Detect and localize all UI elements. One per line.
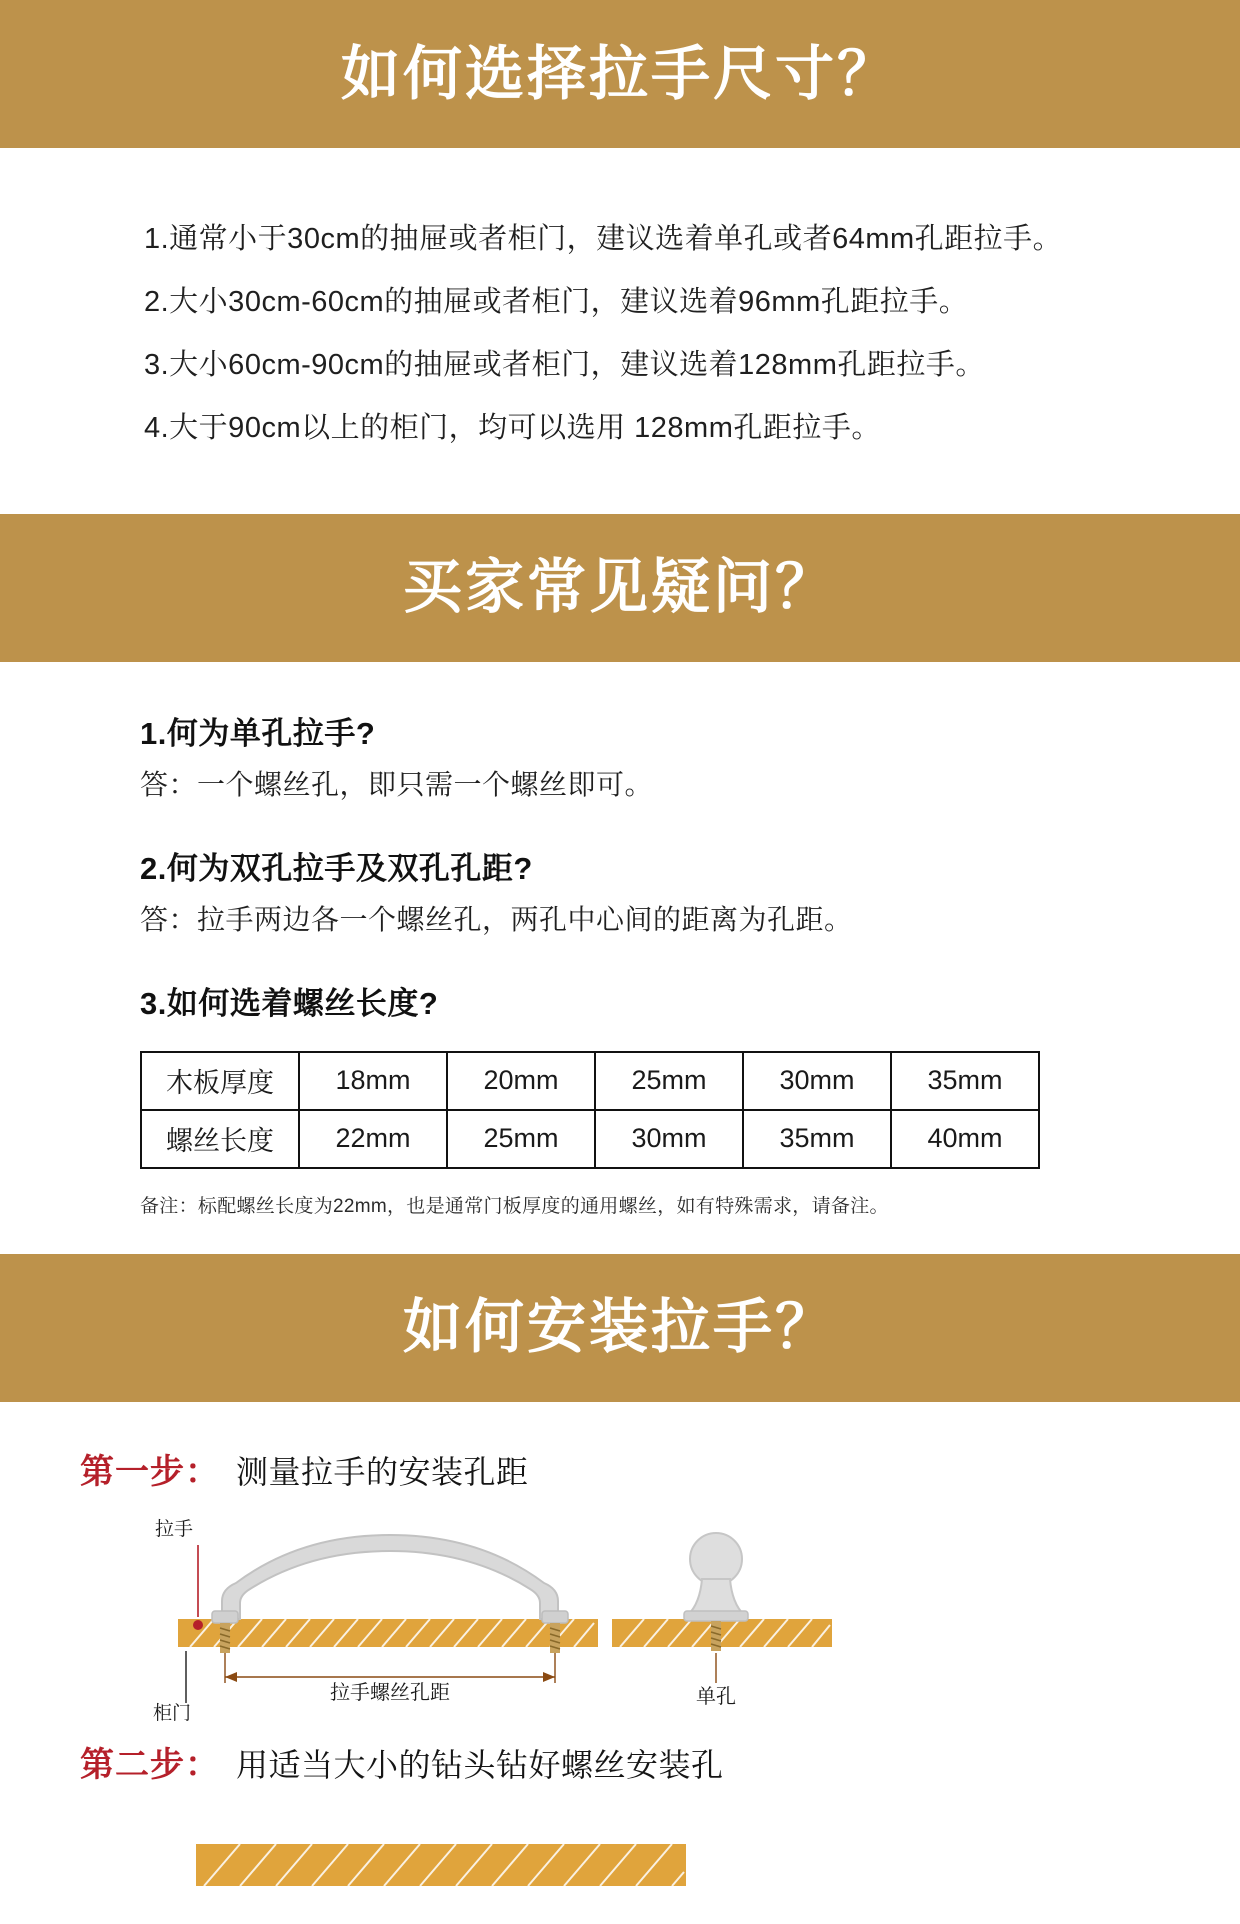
size-guide-line: 4.大于90cm以上的柜门，均可以选用 128mm孔距拉手。 xyxy=(144,411,881,444)
install-diagram-drill xyxy=(0,1804,1240,1914)
screw-right xyxy=(550,1623,560,1653)
table-row-header: 木板厚度 xyxy=(141,1052,299,1110)
size-guide-section xyxy=(0,148,1240,514)
install-step-1-label: 第一步： xyxy=(80,1452,220,1491)
table-row xyxy=(141,1052,1039,1110)
drill-diagram xyxy=(0,1804,1240,1914)
banner-size-guide-title: 如何选择拉手尺寸？ xyxy=(340,40,899,107)
install-diagram-measure xyxy=(0,1507,1240,1737)
table-cell: 25mm xyxy=(447,1110,595,1168)
table-cell: 20mm xyxy=(447,1052,595,1110)
size-guide-line: 3.大小60cm-90cm的抽屉或者柜门，建议选着128mm孔距拉手。 xyxy=(144,348,985,381)
install-section xyxy=(0,1402,1240,1924)
dim-arrow-left xyxy=(225,1672,237,1682)
table-row xyxy=(141,1110,1039,1168)
screw-left xyxy=(220,1623,230,1653)
screw-length-table xyxy=(140,1051,1040,1169)
knob-shape xyxy=(684,1533,748,1621)
faq-answer: 答：一个螺丝孔，即只需一个螺丝即可。 xyxy=(140,768,654,800)
table-cell: 30mm xyxy=(743,1052,891,1110)
banner-install xyxy=(0,1254,1240,1402)
size-guide-line: 2.大小30cm-60cm的抽屉或者柜门，建议选着96mm孔距拉手。 xyxy=(144,285,969,318)
faq-section xyxy=(0,662,1240,1254)
label-cabinet-door: 柜门 xyxy=(152,1702,192,1724)
handle-foot-right xyxy=(542,1611,568,1623)
install-step-2-label: 第二步： xyxy=(80,1745,220,1784)
size-guide-line: 1.通常小于30cm的抽屉或者柜门，建议选着单孔或者64mm孔距拉手。 xyxy=(144,223,1063,255)
marker-handle xyxy=(193,1620,203,1630)
faq-question: 1.何为单孔拉手? xyxy=(140,715,376,751)
handle-shape xyxy=(222,1535,558,1619)
install-step-1-text: 测量拉手的安装孔距 xyxy=(236,1453,529,1490)
faq-item xyxy=(0,978,1240,1051)
table-cell: 40mm xyxy=(891,1110,1039,1168)
table-cell: 30mm xyxy=(595,1110,743,1168)
install-step-2-text: 用适当大小的钻头钻好螺丝安装孔 xyxy=(236,1746,724,1783)
label-hole-spacing: 拉手螺丝孔距 xyxy=(330,1681,450,1704)
label-single-hole: 单孔 xyxy=(696,1685,736,1708)
faq-question: 3.如何选着螺丝长度? xyxy=(140,985,439,1021)
table-cell: 18mm xyxy=(299,1052,447,1110)
handle-foot-left xyxy=(212,1611,238,1623)
screw-knob xyxy=(711,1621,721,1651)
faq-question: 2.何为双孔拉手及双孔孔距? xyxy=(140,850,533,886)
install-step-2 xyxy=(0,1737,1240,1786)
page-bottom-spacer xyxy=(0,1914,1240,1924)
banner-faq-title: 买家常见疑问？ xyxy=(402,554,837,621)
screw-length-table-wrap xyxy=(0,1051,1240,1169)
table-cell: 22mm xyxy=(299,1110,447,1168)
banner-faq xyxy=(0,514,1240,662)
screw-table-note: 备注：标配螺丝长度为22mm，也是通常门板厚度的通用螺丝，如有特殊需求，请备注。 xyxy=(140,1195,889,1217)
table-cell: 35mm xyxy=(891,1052,1039,1110)
faq-item xyxy=(0,843,1240,978)
banner-install-title: 如何安装拉手？ xyxy=(402,1294,837,1361)
table-row-header: 螺丝长度 xyxy=(141,1110,299,1168)
handle-measure-diagram xyxy=(0,1507,1240,1737)
dim-arrow-right xyxy=(543,1672,555,1682)
install-step-1 xyxy=(0,1444,1240,1493)
table-cell: 25mm xyxy=(595,1052,743,1110)
faq-answer: 答：拉手两边各一个螺丝孔，两孔中心间的距离为孔距。 xyxy=(140,903,853,935)
table-cell: 35mm xyxy=(743,1110,891,1168)
banner-size-guide xyxy=(0,0,1240,148)
label-handle: 拉手 xyxy=(154,1518,194,1540)
faq-item xyxy=(0,708,1240,843)
